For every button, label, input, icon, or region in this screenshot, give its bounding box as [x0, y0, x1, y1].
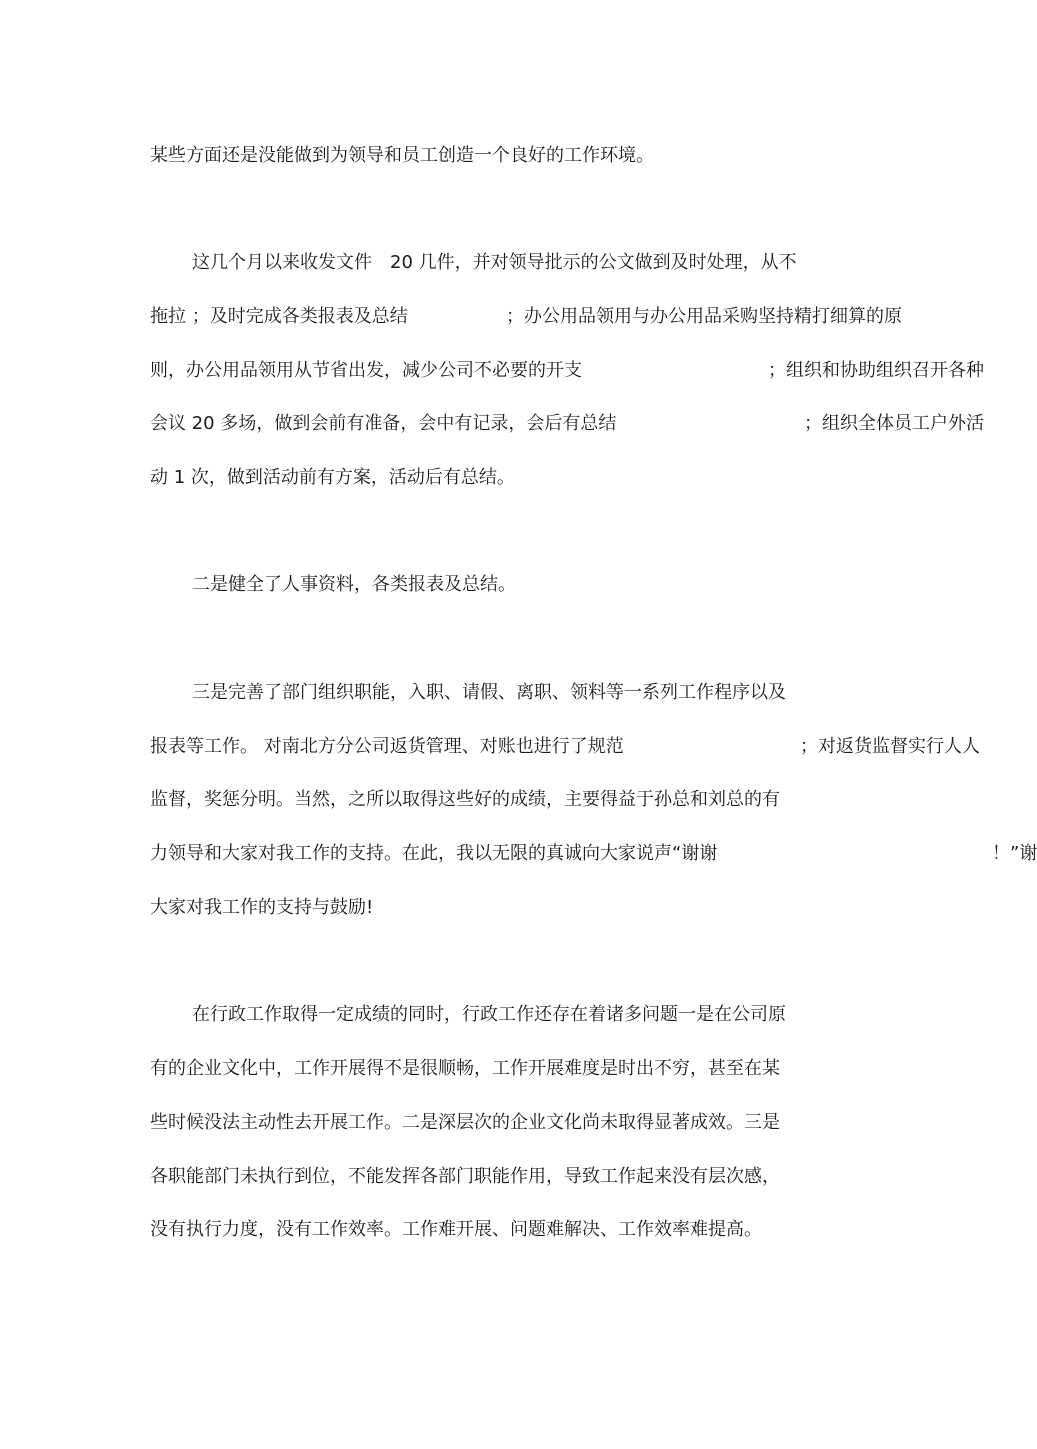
- text-line: 各职能部门未执行到位，不能发挥各部门职能作用，导致工作起来没有层次感，: [150, 1166, 780, 1187]
- text-line: 某些方面还是没能做到为领导和员工创造一个良好的工作环境。: [150, 145, 654, 166]
- text-line: 动 1 次，做到活动前有方案，活动后有总结。: [150, 467, 515, 488]
- text-line: 有的企业文化中，工作开展得不是很顺畅，工作开展难度是时出不穷，甚至在某: [150, 1058, 780, 1079]
- text-line: 监督，奖惩分明。当然，之所以取得这些好的成绩，主要得益于孙总和刘总的有: [150, 789, 780, 810]
- text-line: 些时候没法主动性去开展工作。二是深层次的企业文化尚未取得显著成效。三是: [150, 1112, 780, 1133]
- paragraph-first-line: 三是完善了部门组织职能，入职、请假、离职、领料等一系列工作程序以及: [192, 682, 786, 703]
- text-line: 拖拉 ；及时完成各类报表及总结: [150, 306, 408, 327]
- text-line: 会议 20 多场，做到会前有准备，会中有记录，会后有总结: [150, 413, 617, 434]
- text-line: 报表等工作。 对南北方分公司返货管理、对账也进行了规范: [150, 736, 624, 757]
- text-line-continuation: ！”谢: [992, 843, 1037, 864]
- paragraph-first-line: 在行政工作取得一定成绩的同时，行政工作还存在着诸多问题一是在公司原: [192, 1004, 786, 1025]
- text-line: 则，办公用品领用从节省出发，减少公司不必要的开支: [150, 360, 582, 381]
- paragraph-first-line: 这几个月以来收发文件 20 几件，并对领导批示的公文做到及时处理，从不: [192, 252, 797, 273]
- text-line-continuation: ；组织和协助组织召开各种: [768, 360, 984, 381]
- text-line: 没有执行力度，没有工作效率。工作难开展、问题难解决、工作效率难提高。: [150, 1219, 762, 1240]
- paragraph-first-line: 二是健全了人事资料，各类报表及总结。: [192, 574, 516, 595]
- text-line: 力领导和大家对我工作的支持。在此，我以无限的真诚向大家说声“谢谢: [150, 843, 718, 864]
- text-line: 大家对我工作的支持与鼓励!: [150, 897, 374, 918]
- text-line-continuation: ；办公用品领用与办公用品采购坚持精打细算的原: [506, 306, 902, 327]
- text-line-continuation: ；对返货监督实行人人: [800, 736, 980, 757]
- text-line-continuation: ；组织全体员工户外活: [804, 413, 984, 434]
